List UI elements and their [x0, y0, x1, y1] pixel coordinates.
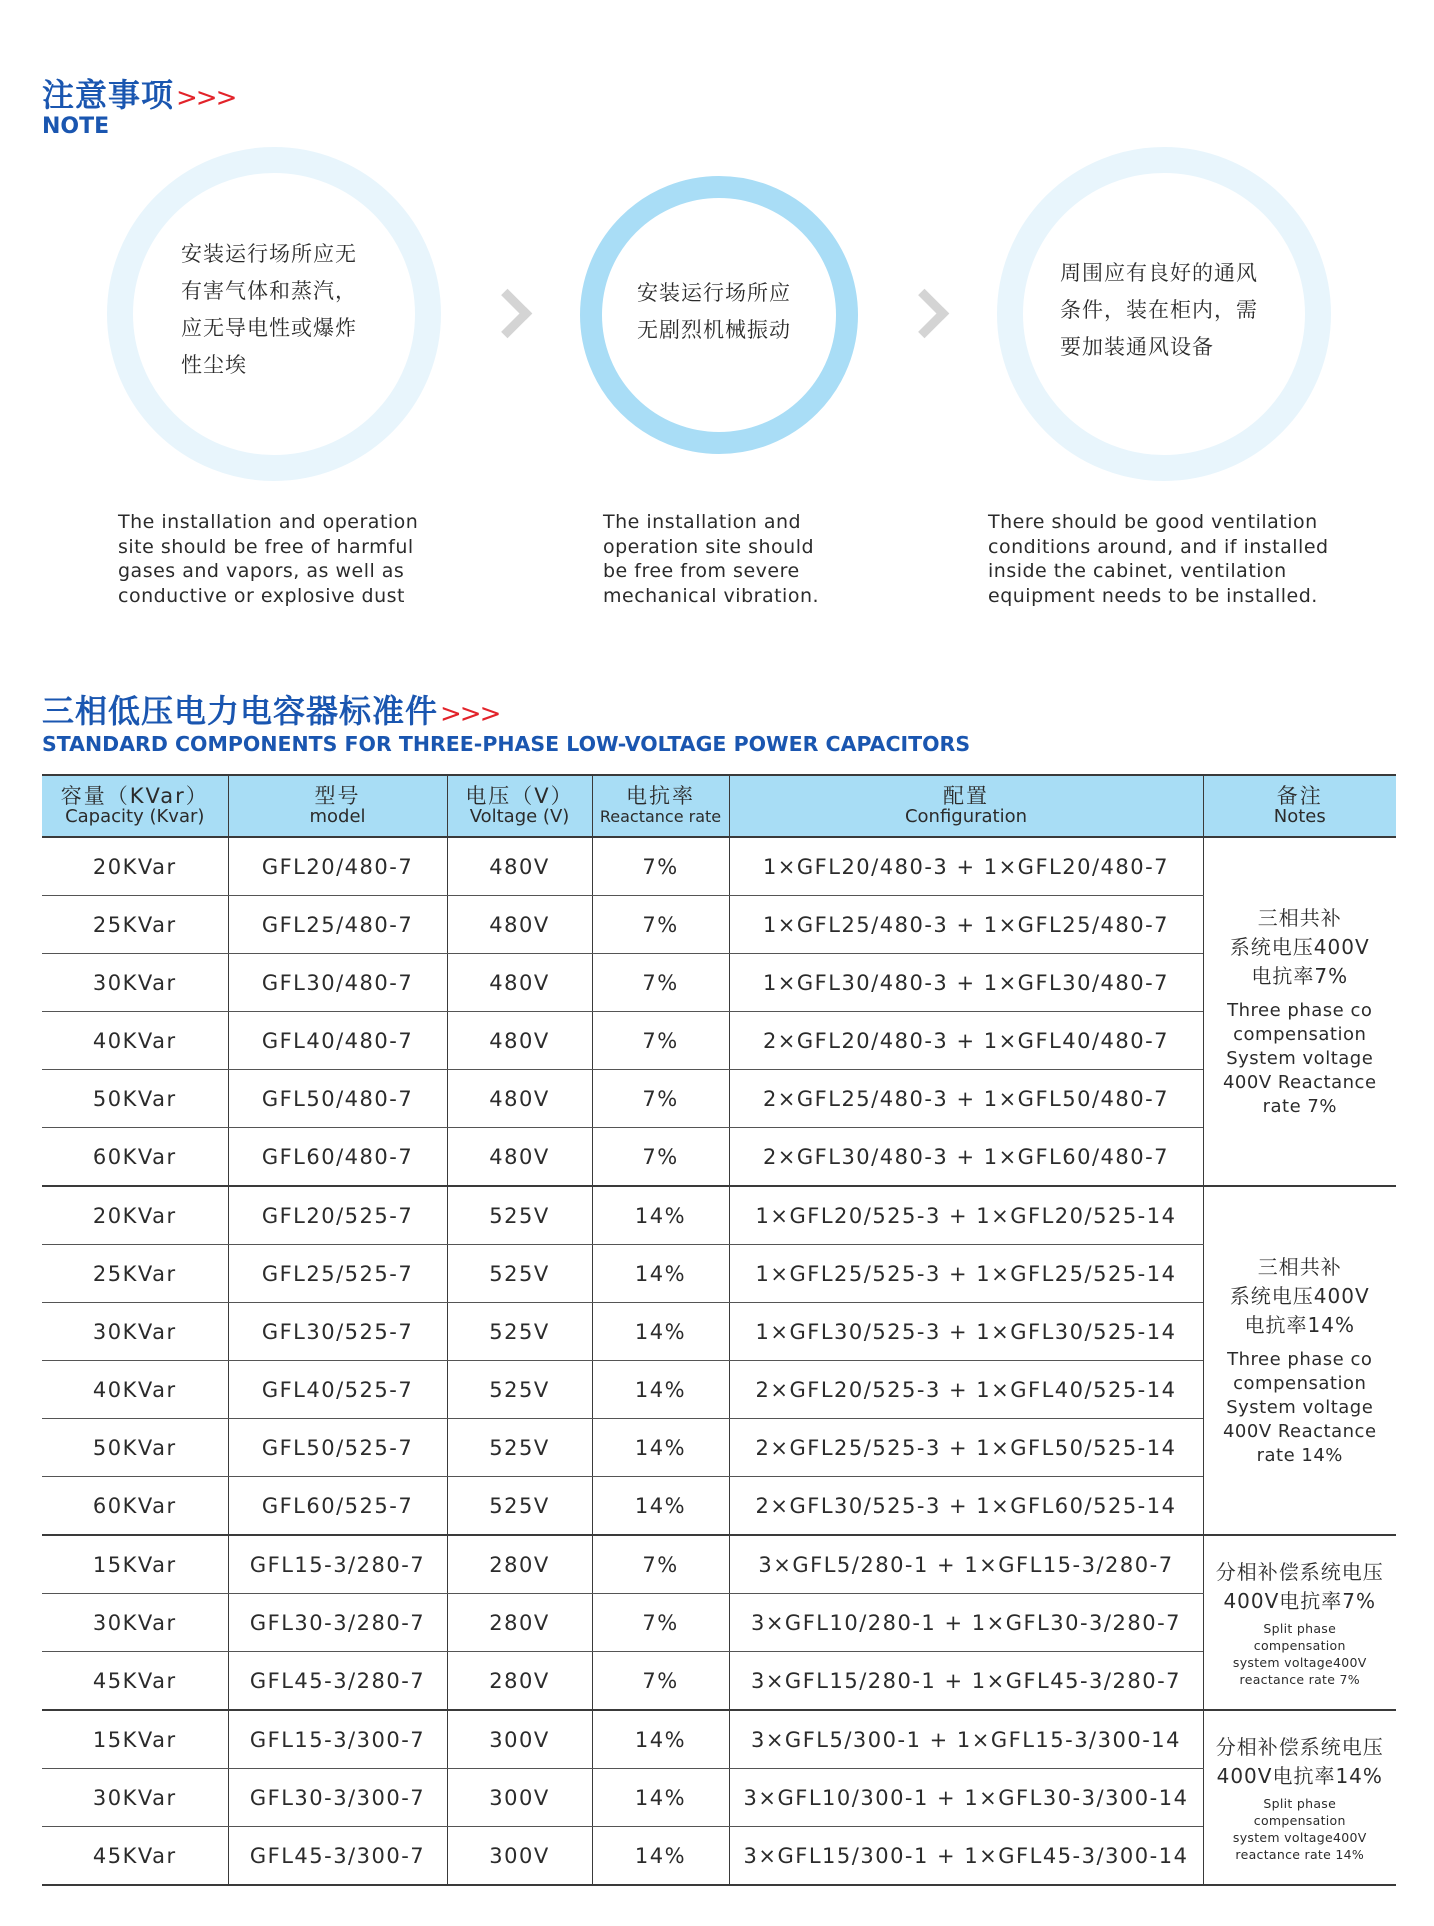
cell-model: GFL60/480-7: [228, 1128, 447, 1187]
note-title-en: NOTE: [42, 114, 110, 139]
col-header-notes: 备注 Notes: [1203, 775, 1396, 837]
cell-model: GFL45-3/280-7: [228, 1652, 447, 1711]
cell-voltage: 480V: [447, 1012, 592, 1070]
cell-capacity: 50KVar: [42, 1419, 228, 1477]
col-header-model: 型号 model: [228, 775, 447, 837]
cell-notes-group-2: 三相共补 系统电压400V 电抗率14% Three phase co compensation System voltage 400V Reactance rate 14%: [1203, 1186, 1396, 1535]
table-row: [42, 1594, 1396, 1652]
cell-voltage: 480V: [447, 896, 592, 954]
cell-capacity: 60KVar: [42, 1477, 228, 1536]
cell-config: 3×GFL15/300-1 + 1×GFL45-3/300-14: [729, 1827, 1203, 1886]
cell-reactance: 14%: [592, 1827, 729, 1886]
table-row: [42, 1535, 1396, 1594]
cell-model: GFL30/480-7: [228, 954, 447, 1012]
col-header-reactance: 电抗率 Reactance rate: [592, 775, 729, 837]
cell-capacity: 50KVar: [42, 1070, 228, 1128]
cell-config: 1×GFL30/480-3 + 1×GFL30/480-7: [729, 954, 1203, 1012]
cell-capacity: 15KVar: [42, 1535, 228, 1594]
cell-model: GFL20/480-7: [228, 837, 447, 896]
cell-notes-group-1: 三相共补 系统电压400V 电抗率7% Three phase co compensation System voltage 400V Reactance rate 7%: [1203, 837, 1396, 1186]
standard-heading: [42, 686, 970, 756]
col-header-configuration: 配置 Configuration: [729, 775, 1203, 837]
standard-arrows: >>>: [440, 699, 500, 729]
cell-capacity: 45KVar: [42, 1652, 228, 1711]
cell-config: 1×GFL20/525-3 + 1×GFL20/525-14: [729, 1186, 1203, 1245]
cell-notes-group-3: 分相补偿系统电压 400V电抗率7% Split phase compensation system voltage400V reactance rate 7%: [1203, 1535, 1396, 1710]
chevron-right-icon: [483, 289, 532, 338]
note-2-zh: 安装运行场所应 无剧烈机械振动: [637, 281, 791, 342]
cell-config: 3×GFL10/280-1 + 1×GFL30-3/280-7: [729, 1594, 1203, 1652]
table-row: [42, 1652, 1396, 1711]
cell-capacity: 30KVar: [42, 1303, 228, 1361]
cell-reactance: 14%: [592, 1710, 729, 1769]
cell-model: GFL40/480-7: [228, 1012, 447, 1070]
cell-reactance: 14%: [592, 1477, 729, 1536]
cell-capacity: 40KVar: [42, 1361, 228, 1419]
cell-voltage: 525V: [447, 1361, 592, 1419]
cell-config: 1×GFL30/525-3 + 1×GFL30/525-14: [729, 1303, 1203, 1361]
note-2-en: The installation and operation site should be free from severe mechanical vibration.: [603, 511, 820, 607]
cell-config: 2×GFL30/525-3 + 1×GFL60/525-14: [729, 1477, 1203, 1536]
cell-config: 2×GFL20/480-3 + 1×GFL40/480-7: [729, 1012, 1203, 1070]
table-row: [42, 1070, 1396, 1128]
table-row: [42, 1827, 1396, 1886]
cell-config: 3×GFL15/280-1 + 1×GFL45-3/280-7: [729, 1652, 1203, 1711]
cell-reactance: 14%: [592, 1186, 729, 1245]
cell-model: GFL25/525-7: [228, 1245, 447, 1303]
cell-voltage: 300V: [447, 1827, 592, 1886]
table-row: [42, 1477, 1396, 1536]
table-row: [42, 1186, 1396, 1245]
cell-reactance: 7%: [592, 1012, 729, 1070]
cell-voltage: 525V: [447, 1245, 592, 1303]
cell-config: 1×GFL20/480-3 + 1×GFL20/480-7: [729, 837, 1203, 896]
cell-capacity: 20KVar: [42, 837, 228, 896]
cell-config: 3×GFL5/300-1 + 1×GFL15-3/300-14: [729, 1710, 1203, 1769]
note-1-en: The installation and operation site should be free of harmful gases and vapors, as well as conductive or explosive dust: [118, 511, 419, 607]
cell-model: GFL15-3/300-7: [228, 1710, 447, 1769]
table-row: [42, 837, 1396, 896]
cell-config: 2×GFL20/525-3 + 1×GFL40/525-14: [729, 1361, 1203, 1419]
cell-reactance: 7%: [592, 837, 729, 896]
note-3-zh: 周围应有良好的通风 条件，装在柜内，需 要加装通风设备: [1060, 261, 1258, 359]
note-title-zh: 注意事项: [42, 76, 175, 114]
cell-capacity: 40KVar: [42, 1012, 228, 1070]
cell-voltage: 525V: [447, 1419, 592, 1477]
standard-title-en: STANDARD COMPONENTS FOR THREE-PHASE LOW-VOLTAGE POWER CAPACITORS: [42, 732, 971, 756]
cell-reactance: 7%: [592, 896, 729, 954]
cell-model: GFL40/525-7: [228, 1361, 447, 1419]
cell-config: 2×GFL25/525-3 + 1×GFL50/525-14: [729, 1419, 1203, 1477]
cell-capacity: 20KVar: [42, 1186, 228, 1245]
note-heading: [42, 70, 235, 139]
cell-model: GFL25/480-7: [228, 896, 447, 954]
cell-config: 3×GFL5/280-1 + 1×GFL15-3/280-7: [729, 1535, 1203, 1594]
cell-reactance: 14%: [592, 1245, 729, 1303]
cell-capacity: 60KVar: [42, 1128, 228, 1187]
table-row: [42, 954, 1396, 1012]
cell-reactance: 7%: [592, 954, 729, 1012]
cell-reactance: 7%: [592, 1535, 729, 1594]
table-row: [42, 1012, 1396, 1070]
cell-reactance: 7%: [592, 1128, 729, 1187]
table-row: [42, 1361, 1396, 1419]
chevron-right-icon: [900, 289, 949, 338]
standard-title-zh: 三相低压电力电容器标准件: [42, 692, 439, 730]
table-row: [42, 1710, 1396, 1769]
cell-model: GFL15-3/280-7: [228, 1535, 447, 1594]
cell-voltage: 480V: [447, 837, 592, 896]
cell-reactance: 14%: [592, 1361, 729, 1419]
cell-voltage: 280V: [447, 1535, 592, 1594]
table-row: [42, 1245, 1396, 1303]
cell-capacity: 45KVar: [42, 1827, 228, 1886]
cell-voltage: 525V: [447, 1303, 592, 1361]
cell-capacity: 25KVar: [42, 896, 228, 954]
cell-voltage: 525V: [447, 1477, 592, 1536]
cell-voltage: 525V: [447, 1186, 592, 1245]
cell-config: 3×GFL10/300-1 + 1×GFL30-3/300-14: [729, 1769, 1203, 1827]
cell-reactance: 14%: [592, 1419, 729, 1477]
cell-config: 1×GFL25/480-3 + 1×GFL25/480-7: [729, 896, 1203, 954]
capacitor-spec-table: [42, 774, 1396, 1886]
col-header-voltage: 电压（V） Voltage (V): [447, 775, 592, 837]
cell-capacity: 30KVar: [42, 1594, 228, 1652]
cell-capacity: 25KVar: [42, 1245, 228, 1303]
cell-notes-group-4: 分相补偿系统电压 400V电抗率14% Split phase compensation system voltage400V reactance rate 14%: [1203, 1710, 1396, 1885]
note-arrows: >>>: [176, 83, 236, 113]
cell-voltage: 300V: [447, 1769, 592, 1827]
table-row: [42, 1769, 1396, 1827]
cell-model: GFL30-3/300-7: [228, 1769, 447, 1827]
cell-voltage: 480V: [447, 954, 592, 1012]
cell-reactance: 14%: [592, 1303, 729, 1361]
table-row: [42, 1303, 1396, 1361]
col-header-capacity: 容量（KVar） Capacity (Kvar): [42, 775, 228, 837]
cell-model: GFL20/525-7: [228, 1186, 447, 1245]
cell-voltage: 480V: [447, 1070, 592, 1128]
cell-model: GFL50/480-7: [228, 1070, 447, 1128]
cell-model: GFL30/525-7: [228, 1303, 447, 1361]
cell-voltage: 480V: [447, 1128, 592, 1187]
table-row: [42, 1419, 1396, 1477]
cell-voltage: 280V: [447, 1594, 592, 1652]
note-1-zh: 安装运行场所应无 有害气体和蒸汽， 应无导电性或爆炸 性尘埃: [181, 242, 357, 377]
cell-reactance: 7%: [592, 1652, 729, 1711]
cell-voltage: 280V: [447, 1652, 592, 1711]
cell-config: 2×GFL25/480-3 + 1×GFL50/480-7: [729, 1070, 1203, 1128]
cell-model: GFL60/525-7: [228, 1477, 447, 1536]
cell-config: 2×GFL30/480-3 + 1×GFL60/480-7: [729, 1128, 1203, 1187]
table-header-row: [42, 775, 1396, 837]
cell-capacity: 15KVar: [42, 1710, 228, 1769]
cell-reactance: 7%: [592, 1070, 729, 1128]
cell-model: GFL45-3/300-7: [228, 1827, 447, 1886]
cell-model: GFL30-3/280-7: [228, 1594, 447, 1652]
table-row: [42, 896, 1396, 954]
cell-config: 1×GFL25/525-3 + 1×GFL25/525-14: [729, 1245, 1203, 1303]
cell-capacity: 30KVar: [42, 954, 228, 1012]
table-row: [42, 1128, 1396, 1187]
cell-reactance: 7%: [592, 1594, 729, 1652]
cell-model: GFL50/525-7: [228, 1419, 447, 1477]
cell-capacity: 30KVar: [42, 1769, 228, 1827]
cell-reactance: 14%: [592, 1769, 729, 1827]
cell-voltage: 300V: [447, 1710, 592, 1769]
note-3-en: There should be good ventilation conditions around, and if installed inside the cabinet, ventilation equipment needs to be installed.: [988, 511, 1329, 607]
